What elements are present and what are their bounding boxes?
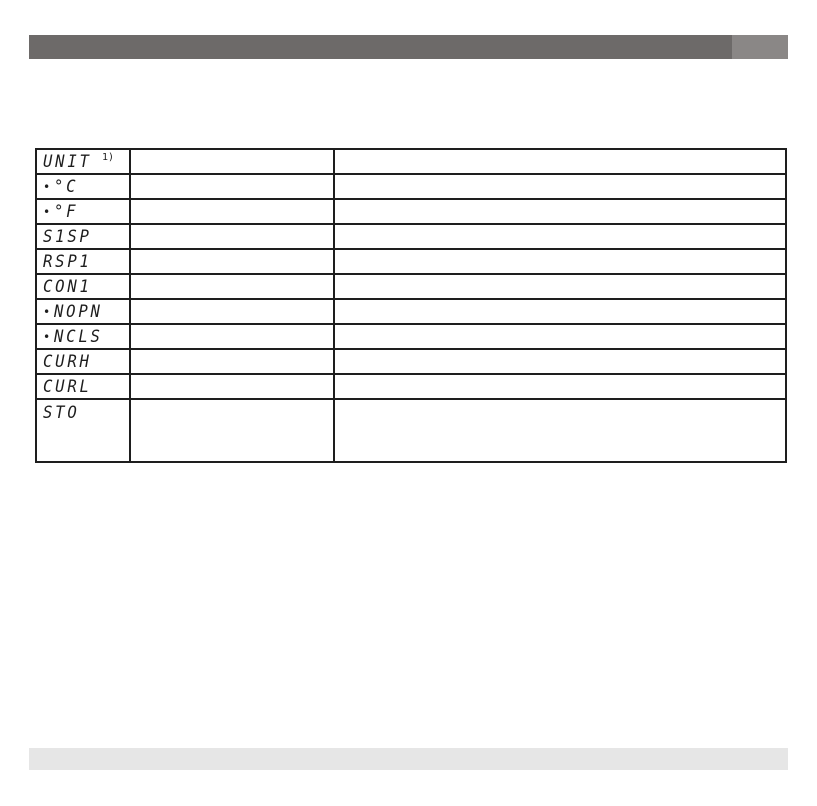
parameter-code: S1SP (43, 226, 92, 247)
parameter-description-cell (130, 324, 334, 349)
parameter-code-cell (36, 149, 130, 174)
parameter-code-cell (36, 349, 130, 374)
parameter-code: °F (54, 201, 79, 222)
parameter-value-cell (334, 149, 786, 174)
parameter-code-cell (36, 174, 130, 199)
table-row (36, 324, 786, 349)
table-row (36, 274, 786, 299)
parameter-description-cell (130, 149, 334, 174)
parameter-description-cell (130, 174, 334, 199)
parameter-value-cell (334, 249, 786, 274)
parameter-description-cell (130, 249, 334, 274)
parameter-code-cell (36, 199, 130, 224)
page-header-bar (29, 35, 788, 59)
page-footer-bar (29, 748, 788, 770)
parameter-code-cell (36, 224, 130, 249)
table-row (36, 174, 786, 199)
header-page-tab (732, 35, 788, 59)
parameter-value-cell (334, 174, 786, 199)
table-row (36, 224, 786, 249)
parameter-description-cell (130, 199, 334, 224)
bullet-marker: • (43, 329, 51, 344)
parameter-code: UNIT (43, 151, 92, 172)
parameter-value-cell (334, 374, 786, 399)
parameter-description-cell (130, 349, 334, 374)
table-row (36, 399, 786, 462)
parameter-description-cell (130, 299, 334, 324)
table-row (36, 299, 786, 324)
parameter-description-cell (130, 399, 334, 462)
footnote-marker: 1) (101, 151, 114, 163)
table-row (36, 374, 786, 399)
header-bar-main (29, 35, 732, 59)
bullet-marker: • (43, 204, 51, 219)
parameter-code: CURH (43, 351, 92, 372)
parameter-value-cell (334, 224, 786, 249)
parameter-code: STO (43, 403, 80, 423)
parameter-code-cell (36, 324, 130, 349)
parameter-code: RSP1 (43, 251, 92, 272)
parameter-value-cell (334, 299, 786, 324)
parameter-code: CURL (43, 376, 92, 397)
parameter-code: NOPN (54, 301, 103, 322)
parameter-code-cell (36, 299, 130, 324)
parameter-value-cell (334, 349, 786, 374)
table-row (36, 199, 786, 224)
parameter-description-cell (130, 224, 334, 249)
parameter-code-cell (36, 274, 130, 299)
parameter-code-cell (36, 374, 130, 399)
parameter-value-cell (334, 274, 786, 299)
parameter-table-body (36, 149, 786, 462)
bullet-marker: • (43, 304, 51, 319)
parameter-value-cell (334, 324, 786, 349)
parameter-code: CON1 (43, 276, 92, 297)
parameter-table (35, 148, 787, 463)
table-row (36, 249, 786, 274)
parameter-description-cell (130, 274, 334, 299)
parameter-code-cell (36, 399, 130, 462)
bullet-marker: • (43, 179, 51, 194)
table-row (36, 349, 786, 374)
table-row (36, 149, 786, 174)
parameter-code: °C (54, 176, 79, 197)
parameter-description-cell (130, 374, 334, 399)
parameter-code-cell (36, 249, 130, 274)
parameter-value-cell (334, 399, 786, 462)
parameter-value-cell (334, 199, 786, 224)
parameter-code: NCLS (54, 326, 103, 347)
